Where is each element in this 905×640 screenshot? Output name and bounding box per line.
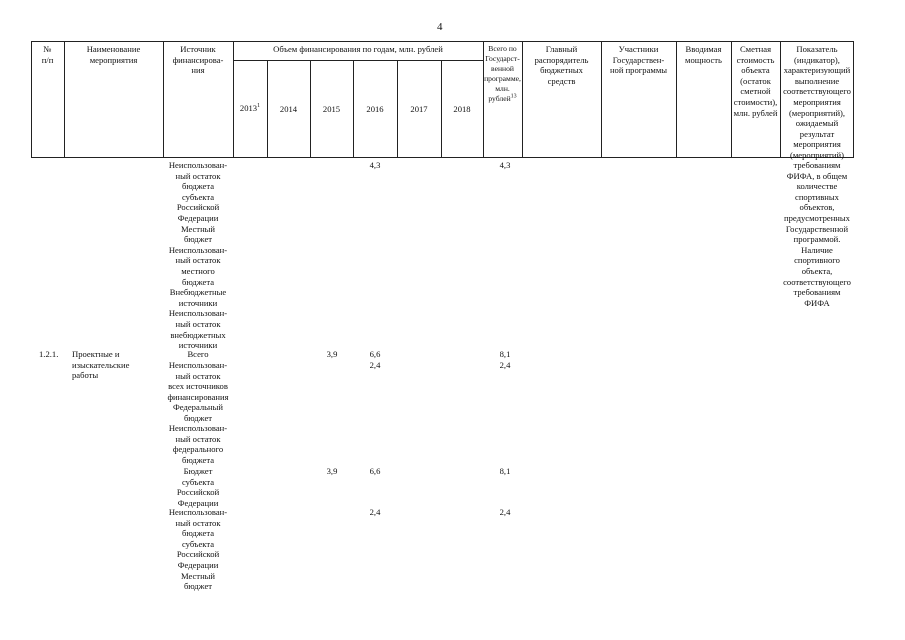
header-manager: Главный распорядитель бюджетных средств (534, 44, 589, 86)
block1-total-value: 4,3 (499, 160, 511, 170)
row-total-2015: 3,9 (326, 349, 338, 359)
row-unused-all-source: Неиспользован- ный остаток всех источников финансирования (167, 360, 229, 402)
header-year-2018: 2018 (453, 104, 471, 114)
page-number: 4 (437, 21, 443, 33)
header-year-2014: 2014 (279, 104, 298, 114)
header-capacity: Вводимая мощность (685, 44, 722, 65)
header-indicator: Показатель (индикатор), характеризующий выполнение соответствующего мероприятия (мероприятий), ожидаемый результат мероприятия (мероприятий) (783, 44, 851, 160)
row-total-2016: 6,6 (369, 349, 381, 359)
item-number: 1.2.1. (39, 349, 59, 359)
row-regional-total: 8,1 (499, 466, 511, 476)
header-cost: Сметная стоимость объекта (остаток сметной стоимости), млн. рублей (733, 44, 778, 118)
row-unused-regional-total: 2,4 (499, 507, 511, 517)
header-num: № п/п (41, 44, 54, 65)
row-unused-regional-source: Неиспользован- ный остаток бюджета субъекта Российской Федерации Местный бюджет (168, 507, 228, 592)
header-year-2016: 2016 (366, 104, 384, 114)
header-financing-title: Объем финансирования по годам, млн. рублей (273, 44, 443, 54)
header-year-2017: 2017 (410, 104, 428, 114)
block1-indicator: требованиям ФИФА, в общем количестве спортивных объектов, предусмотренных Государственной программой. Наличие спортивного объекта, соответствующего требованиям ФИФА (783, 160, 851, 308)
row-regional-2016: 6,6 (369, 466, 381, 476)
header-source: Источник финансирова- ния (172, 44, 224, 76)
block1-source: Неиспользован- ный остаток бюджета субъекта Российской Федерации Местный бюджет Неиспользован- ный остаток местного бюджета Внебюджетные источники Неиспользован- ный остаток внебюджетных источники (168, 160, 228, 351)
row-unused-all-2016: 2,4 (369, 360, 381, 370)
block1-2016-value: 4,3 (369, 160, 381, 170)
header-year-2015: 2015 (322, 104, 341, 114)
header-year-2013: 2013$^1$ (239, 103, 261, 113)
row-regional-2015: 3,9 (326, 466, 338, 476)
row-regional-source: Бюджет субъекта Российской Федерации (176, 466, 220, 508)
item-name: Проектные и изыскательские работы (72, 349, 130, 381)
row-unused-regional-2016: 2,4 (369, 507, 381, 517)
header-name: Наименование мероприятия (86, 44, 141, 65)
row-unused-all-total: 2,4 (499, 360, 511, 370)
row-total-total: 8,1 (499, 349, 511, 359)
header-total: Всего по Государст- венной программе, млн. рублей$^{13}$ (484, 44, 521, 103)
header-participants: Участники Государствен- ной программы (609, 44, 668, 76)
row-total-source: Всего (187, 349, 209, 359)
row-federal-source: Федеральный бюджет Неиспользован- ный остаток федерального бюджета (168, 402, 228, 465)
